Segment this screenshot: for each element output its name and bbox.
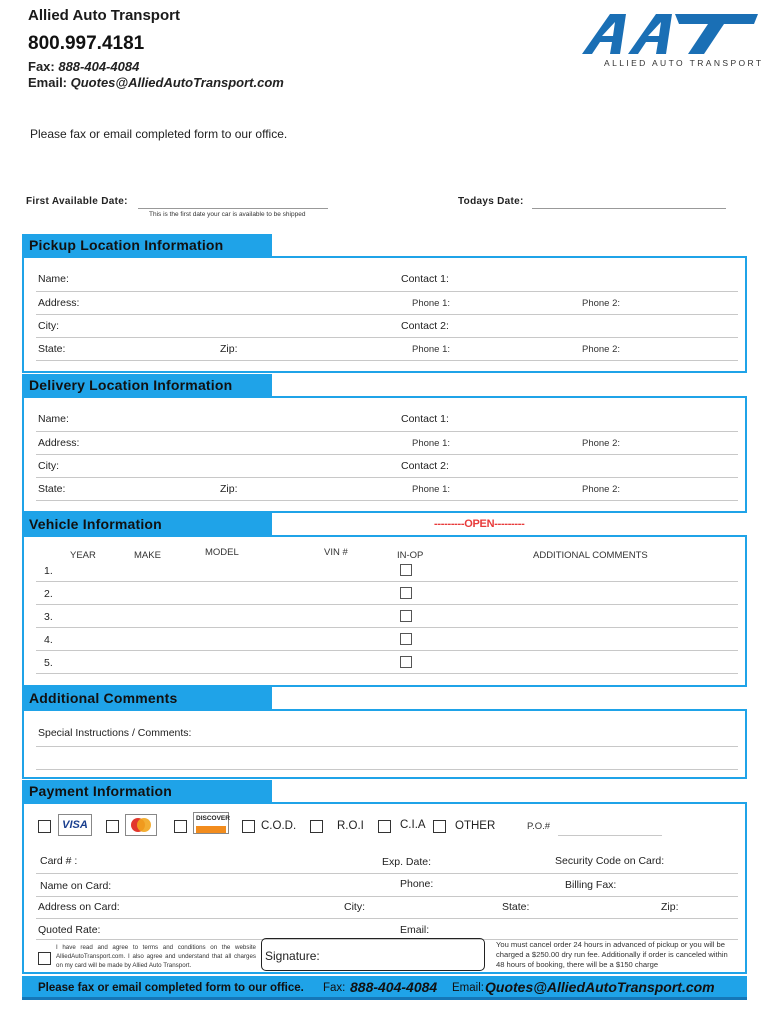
logo-tagline: ALLIED AUTO TRANSPORT xyxy=(604,58,764,68)
todays-date-label: Todays Date: xyxy=(458,196,524,207)
delivery-contact1-label: Contact 1: xyxy=(401,413,449,425)
company-fax xyxy=(28,59,139,74)
delivery-row-3-line[interactable] xyxy=(36,477,738,478)
card-number-label: Card # : xyxy=(40,855,78,867)
first-available-date-label: First Available Date: xyxy=(26,196,128,207)
delivery-phone1b-label: Phone 1: xyxy=(412,484,451,495)
mastercard-card xyxy=(125,814,157,836)
special-instructions-label: Special Instructions / Comments: xyxy=(38,727,192,739)
cod-label: C.O.D. xyxy=(261,820,297,832)
delivery-contact2-label: Contact 2: xyxy=(401,460,449,472)
pickup-row-4-line[interactable] xyxy=(36,360,738,361)
pickup-section-title: Pickup Location Information xyxy=(22,234,272,257)
pickup-phone2-label: Phone 2: xyxy=(582,298,621,309)
po-label: P.O.# xyxy=(527,821,551,832)
pickup-name-label: Name: xyxy=(38,273,69,285)
delivery-phone2-label: Phone 2: xyxy=(582,438,621,449)
name-row-line[interactable] xyxy=(36,896,738,897)
vehicle-row-4-inop-checkbox[interactable] xyxy=(400,633,412,645)
col-inop: IN-OP xyxy=(397,550,424,561)
delivery-row-4-line[interactable] xyxy=(36,500,738,501)
vehicle-row-1-line[interactable] xyxy=(36,581,738,582)
delivery-phone2b-label: Phone 2: xyxy=(582,484,621,495)
roi-checkbox[interactable] xyxy=(310,820,323,833)
mastercard-icon xyxy=(126,815,156,835)
discover-label: DISCOVER xyxy=(196,815,230,822)
comments-line-1[interactable] xyxy=(36,746,738,747)
delivery-section-title: Delivery Location Information xyxy=(22,374,272,397)
discover-card xyxy=(193,812,229,834)
col-year: YEAR xyxy=(70,550,96,561)
delivery-zip-label: Zip: xyxy=(220,483,238,495)
cia-label: C.I.A xyxy=(400,819,426,831)
company-name: Allied Auto Transport xyxy=(28,7,180,24)
vehicle-row-2-line[interactable] xyxy=(36,604,738,605)
first-available-date-hint: This is the first date your car is available to be shipped xyxy=(149,211,306,218)
col-make: MAKE xyxy=(134,550,161,561)
billing-fax-label: Billing Fax: xyxy=(565,879,617,891)
quoted-rate-label: Quoted Rate: xyxy=(38,924,101,936)
delivery-row-1-line[interactable] xyxy=(36,431,738,432)
payment-city-label: City: xyxy=(344,901,365,913)
pickup-contact1-label: Contact 1: xyxy=(401,273,449,285)
footer-email-address: Quotes@AlliedAutoTransport.com xyxy=(485,979,715,995)
company-logo xyxy=(580,8,764,70)
vehicle-row-2-inop-checkbox[interactable] xyxy=(400,587,412,599)
first-available-date-field[interactable] xyxy=(138,208,328,209)
cia-checkbox[interactable] xyxy=(378,820,391,833)
col-vin: VIN # xyxy=(324,547,348,558)
pickup-section xyxy=(22,256,747,373)
footer-fax-label: Fax: xyxy=(323,982,346,994)
vehicle-section xyxy=(22,535,747,687)
pickup-phone1-label: Phone 1: xyxy=(412,298,451,309)
col-additional-comments: ADDITIONAL COMMENTS xyxy=(533,550,648,561)
vehicle-section-title: Vehicle Information xyxy=(22,513,272,536)
po-field[interactable] xyxy=(558,835,662,836)
footer-bar xyxy=(22,976,747,1000)
delivery-city-label: City: xyxy=(38,460,59,472)
pickup-city-label: City: xyxy=(38,320,59,332)
signature-box[interactable] xyxy=(261,938,485,971)
agreement-text: I have read and agree to terms and conditions on the website AlliedAutoTransport.com. I also agree and understand that all charges on my card will be made by Allied Auto Transport. xyxy=(56,944,256,969)
card-row-line[interactable] xyxy=(36,873,738,874)
company-phone: 800.997.4181 xyxy=(28,33,145,54)
cod-checkbox[interactable] xyxy=(242,820,255,833)
open-banner: ---------OPEN--------- xyxy=(434,518,525,530)
payment-zip-label: Zip: xyxy=(661,901,679,913)
vehicle-row-3-line[interactable] xyxy=(36,627,738,628)
exp-date-label: Exp. Date: xyxy=(382,856,432,868)
vehicle-row-5-inop-checkbox[interactable] xyxy=(400,656,412,668)
payment-email-label: Email: xyxy=(400,924,430,936)
email-label: Email: xyxy=(28,75,71,90)
payment-section xyxy=(22,802,747,974)
fax-label: Fax: xyxy=(28,59,59,74)
pickup-row-3-line[interactable] xyxy=(36,337,738,338)
email-address: Quotes@AlliedAutoTransport.com xyxy=(70,75,284,90)
comments-section xyxy=(22,709,747,779)
discover-checkbox[interactable] xyxy=(174,820,187,833)
address-on-card-label: Address on Card: xyxy=(38,901,120,913)
address-row-line[interactable] xyxy=(36,918,738,919)
todays-date-field[interactable] xyxy=(532,208,726,209)
delivery-address-label: Address: xyxy=(38,437,80,449)
pickup-phone2b-label: Phone 2: xyxy=(582,344,621,355)
company-email xyxy=(28,75,284,90)
delivery-row-2-line[interactable] xyxy=(36,454,738,455)
roi-label: R.O.I xyxy=(337,820,364,832)
vehicle-row-3-inop-checkbox[interactable] xyxy=(400,610,412,622)
pickup-contact2-label: Contact 2: xyxy=(401,320,449,332)
pickup-state-label: State: xyxy=(38,343,66,355)
col-model: MODEL xyxy=(205,547,239,558)
intro-note: Please fax or email completed form to our office. xyxy=(30,127,288,141)
pickup-row-1-line[interactable] xyxy=(36,291,738,292)
footer-email-label: Email: xyxy=(452,982,484,994)
comments-section-title: Additional Comments xyxy=(22,687,272,710)
delivery-section xyxy=(22,396,747,513)
pickup-zip-label: Zip: xyxy=(220,343,238,355)
payment-state-label: State: xyxy=(502,901,530,913)
signature-label: Signature: xyxy=(265,949,320,963)
other-checkbox[interactable] xyxy=(433,820,446,833)
mastercard-checkbox[interactable] xyxy=(106,820,119,833)
name-on-card-label: Name on Card: xyxy=(40,880,112,892)
other-label: OTHER xyxy=(455,820,496,832)
cancel-policy-text: You must cancel order 24 hours in advanced of pickup or you will be charged a $250.00 dry run fee. Additionally if order is canceled within 48 hours of booking, there will be a $150 charge xyxy=(496,940,728,969)
vehicle-row-2-number: 2. xyxy=(44,588,53,600)
payment-phone-label: Phone: xyxy=(400,878,434,890)
pickup-row-2-line[interactable] xyxy=(36,314,738,315)
vehicle-row-4-line[interactable] xyxy=(36,650,738,651)
agreement-checkbox[interactable] xyxy=(38,952,51,965)
pickup-phone1b-label: Phone 1: xyxy=(412,344,451,355)
visa-checkbox[interactable] xyxy=(38,820,51,833)
comments-line-2[interactable] xyxy=(36,769,738,770)
pickup-address-label: Address: xyxy=(38,297,80,309)
vehicle-row-1-inop-checkbox[interactable] xyxy=(400,564,412,576)
vehicle-row-5-number: 5. xyxy=(44,657,53,669)
vehicle-row-5-line[interactable] xyxy=(36,673,738,674)
delivery-name-label: Name: xyxy=(38,413,69,425)
payment-section-title: Payment Information xyxy=(22,780,272,803)
fax-number: 888-404-4084 xyxy=(58,59,140,74)
vehicle-row-1-number: 1. xyxy=(44,565,53,577)
footer-note: Please fax or email completed form to our office. xyxy=(38,982,304,994)
security-code-label: Security Code on Card: xyxy=(555,855,665,867)
delivery-state-label: State: xyxy=(38,483,66,495)
vehicle-row-4-number: 4. xyxy=(44,634,53,646)
visa-card: VISA xyxy=(58,814,92,836)
footer-fax-number: 888-404-4084 xyxy=(350,979,438,995)
vehicle-row-3-number: 3. xyxy=(44,611,53,623)
delivery-phone1-label: Phone 1: xyxy=(412,438,451,449)
